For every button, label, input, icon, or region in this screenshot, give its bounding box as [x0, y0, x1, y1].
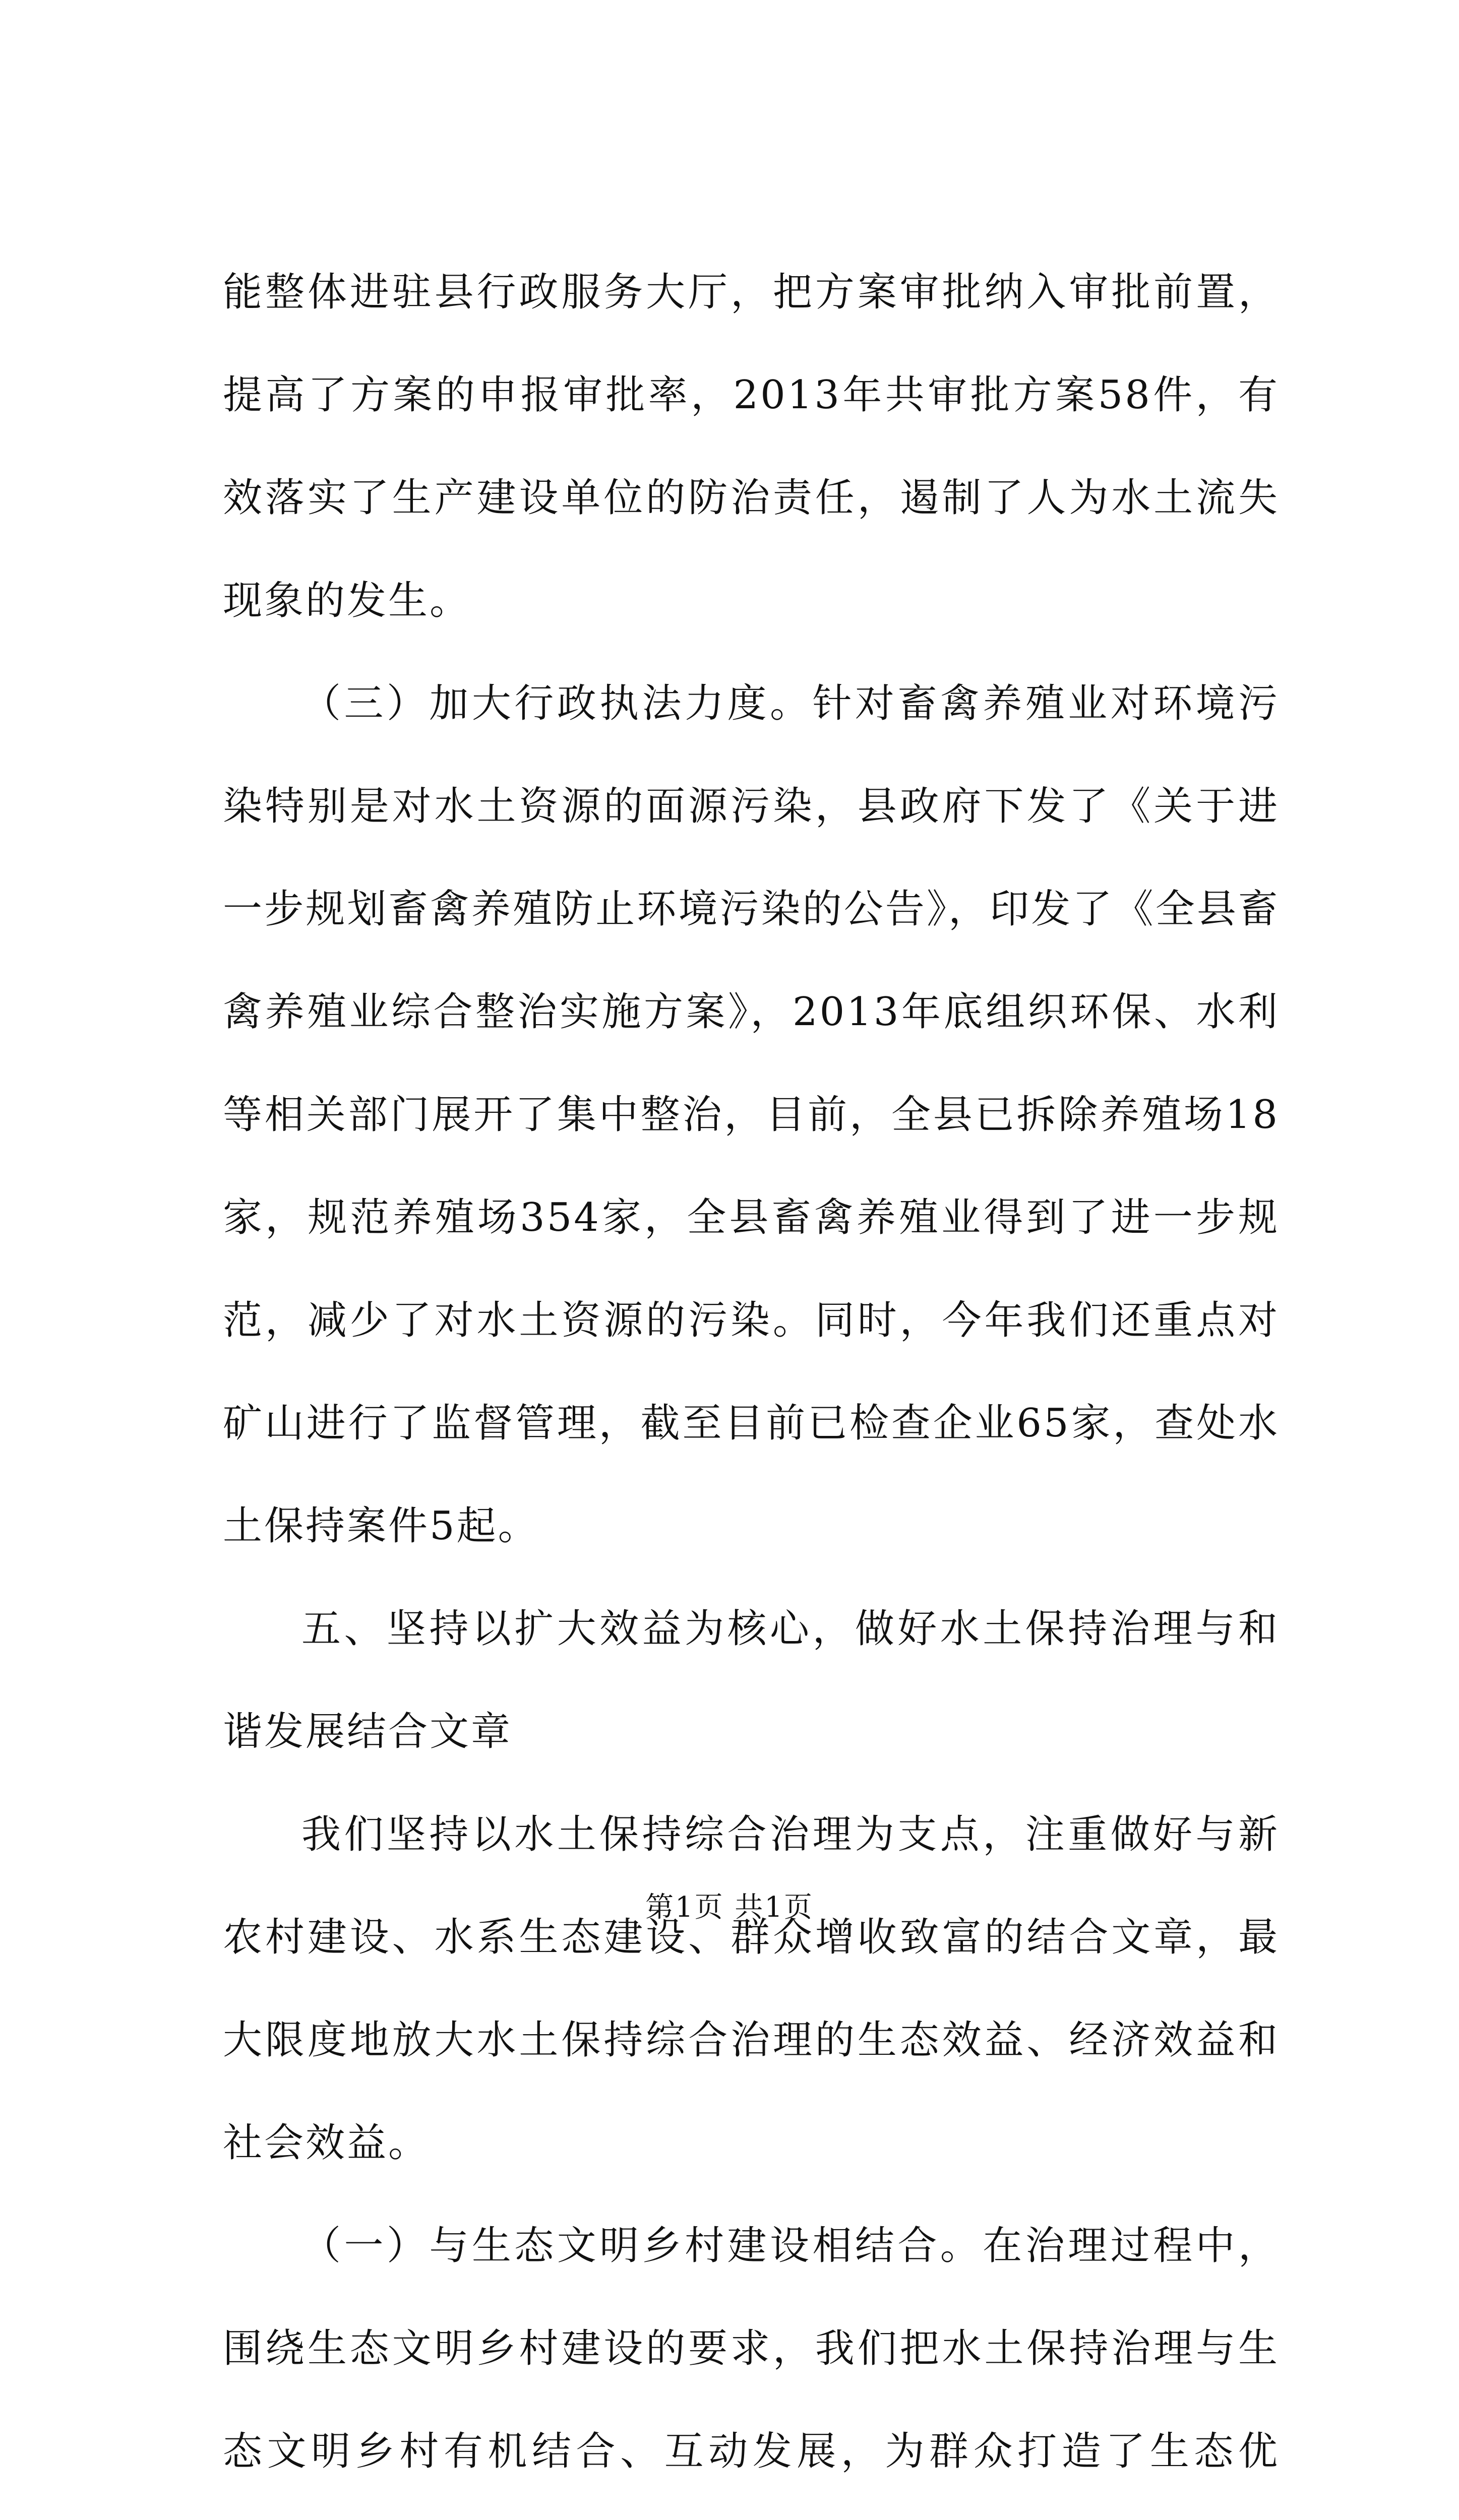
page-footer: 第1页 共1页 — [645, 1891, 814, 1924]
paragraph-4: （一）与生态文明乡村建设相结合。在治理过程中，围绕生态文明乡村建设的要求，我们把水土保持治理与生态文明乡村有机结合、互动发展，为群众打造了生态优 — [223, 2223, 1280, 2474]
section-heading-5: 五、坚持以扩大效益为核心，做好水土保持治理与和谐发展结合文章 — [223, 1606, 1280, 1754]
paragraph-1: 能整体进驻县行政服务大厅，把方案审批纳入审批前置，提高了方案的申报审批率，2013年共审批方案58件，有效落实了生产建设单位的防治责任，遏制了人为水土流失现象的发生。 — [223, 270, 1280, 623]
paragraph-2: （三）加大行政执法力度。针对畜禽养殖业对环境污染特别是对水土资源的面源污染，县政府下发了《关于进一步规划畜禽养殖防止环境污染的公告》，印发了《全县畜禽养殖业综合整治实施方案》，2013年底组织环保、水利等相关部门展开了集中整治，目前，全县已拆除养殖场18家，规范养殖场354家，全县畜禽养殖业得到了进一步规范，减少了对水土资源的污染。同时，今年我们还重点对矿山进行了监督管理，截至目前已检查企业65家，查处水土保持案件5起。 — [223, 681, 1280, 1549]
paragraph-3: 我们坚持以水土保持综合治理为支点，注重做好与新农村建设、水系生态建设、群众增收致富的结合文章，最大限度地放大水土保持综合治理的生态效益、经济效益和社会效益。 — [223, 1812, 1280, 2166]
document-body — [223, 241, 1280, 2520]
